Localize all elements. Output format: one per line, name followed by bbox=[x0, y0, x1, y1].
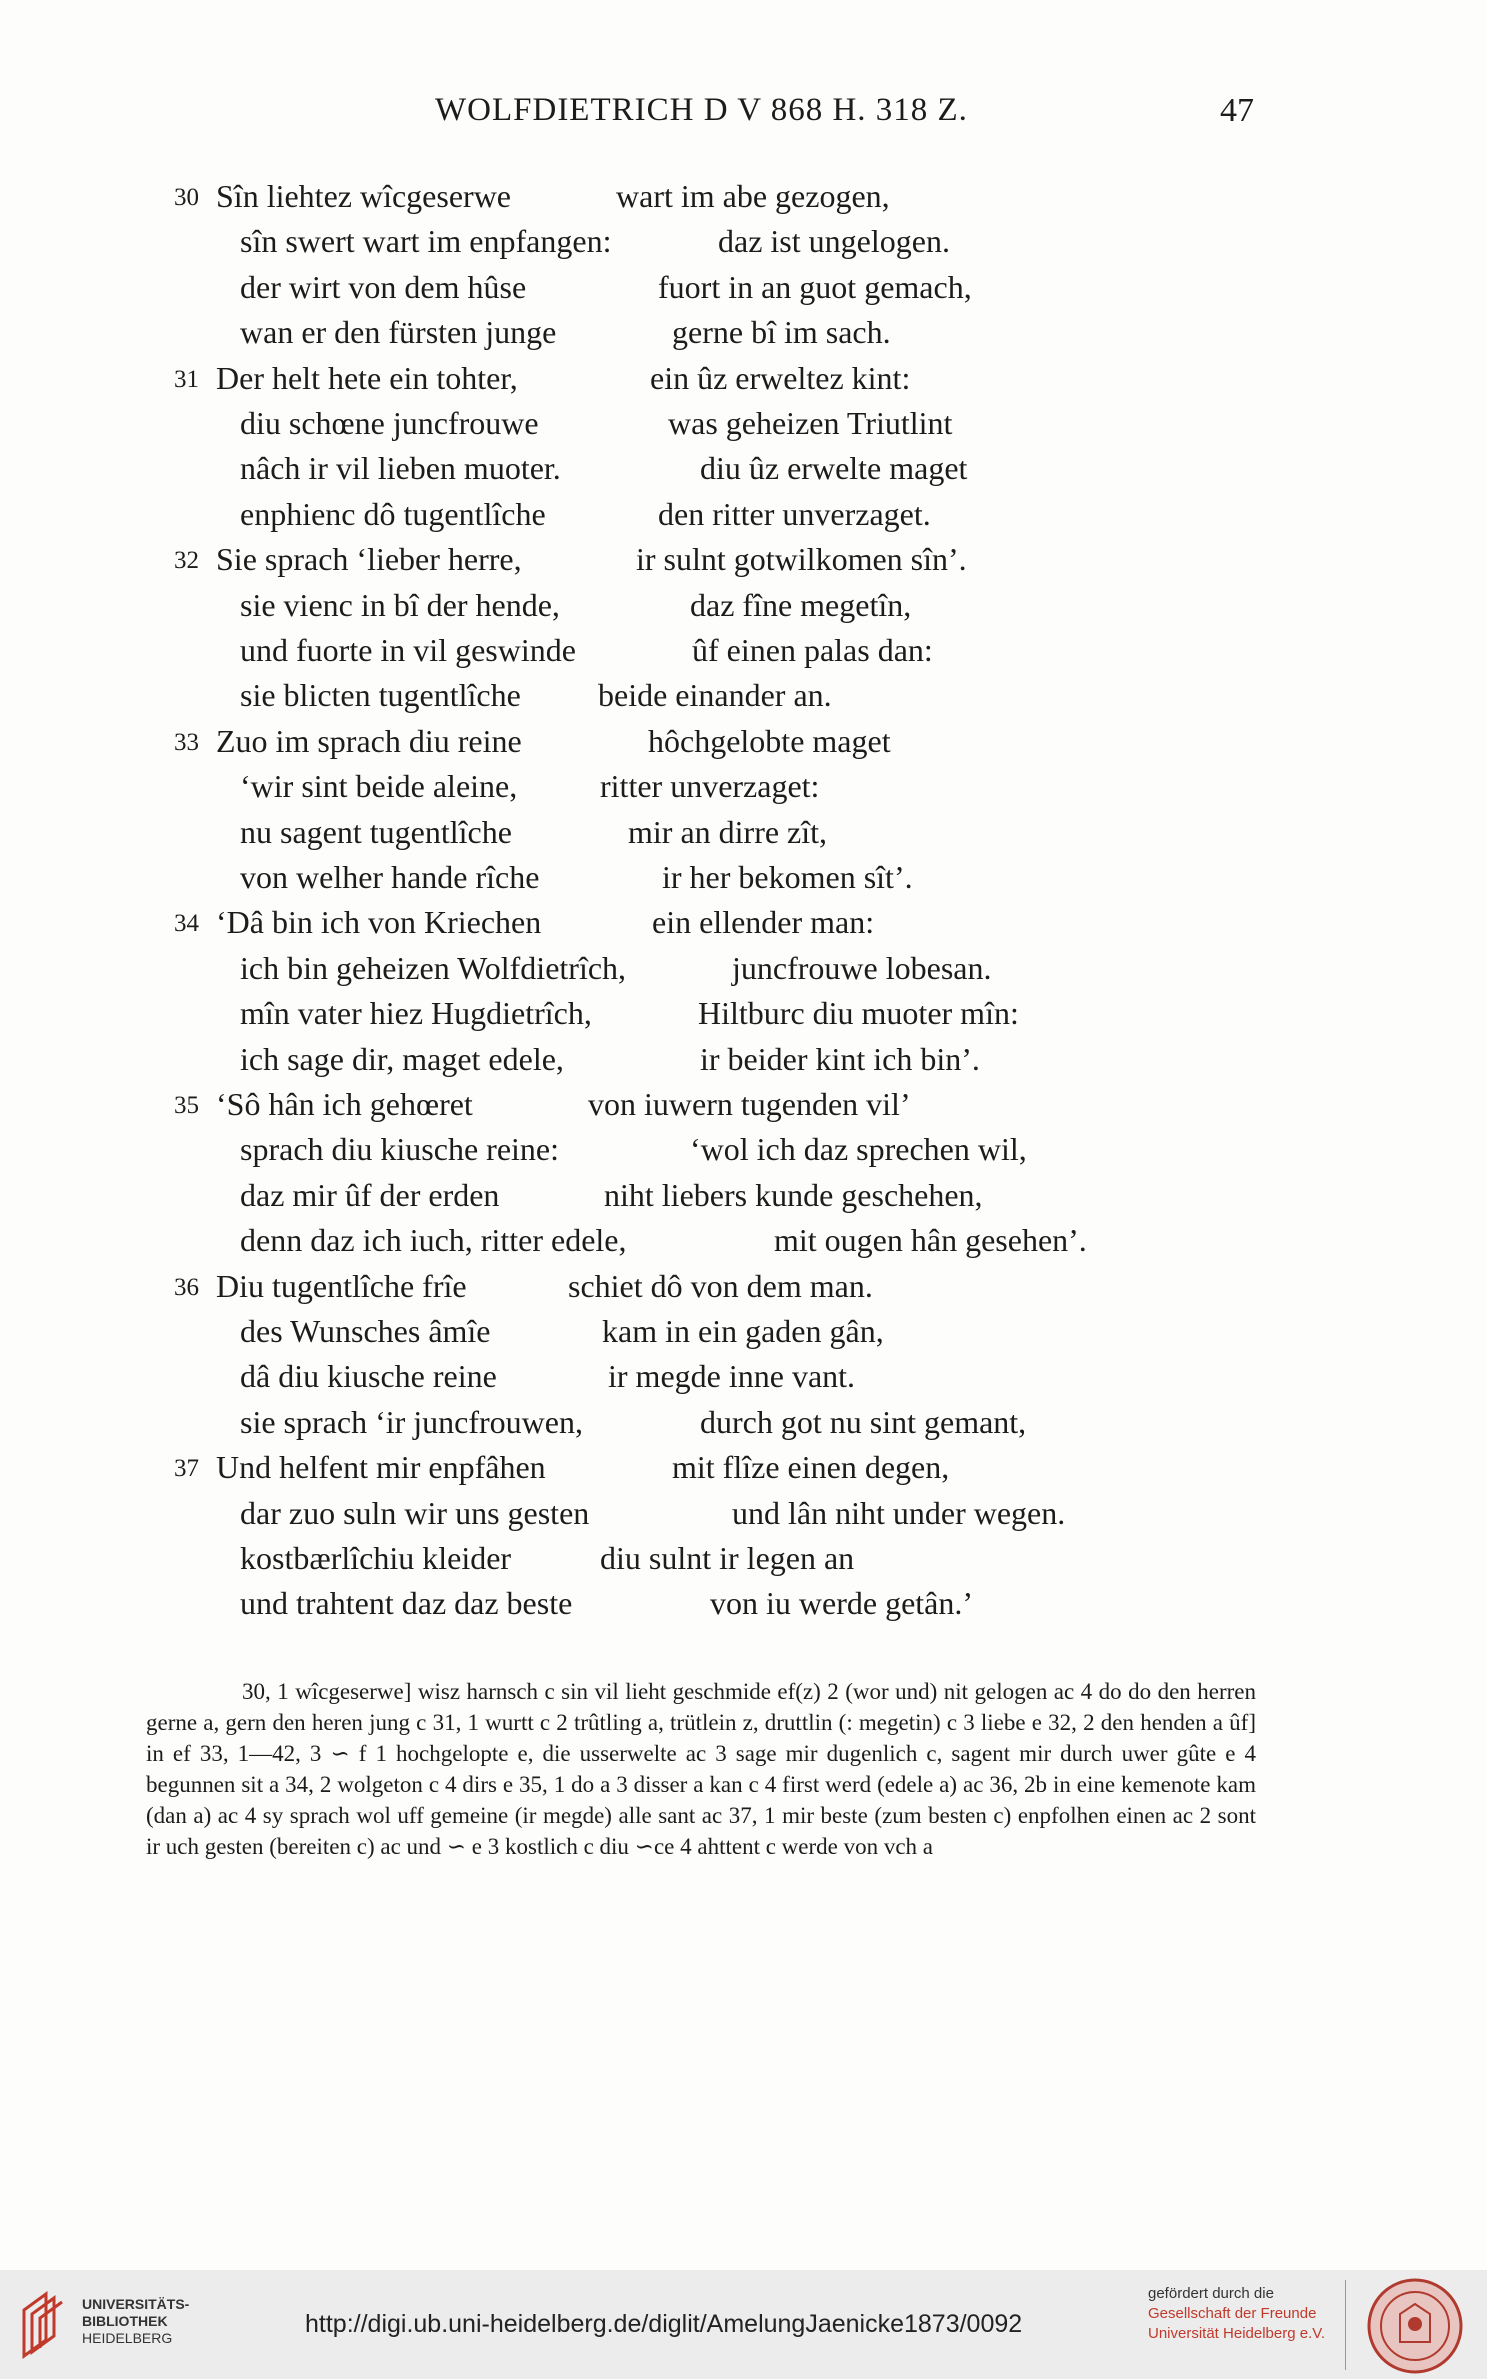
verse-second-half: den ritter unverzaget. bbox=[658, 495, 931, 532]
verse-line bbox=[0, 814, 1487, 859]
verse-second-half: fuort in an guot gemach, bbox=[658, 268, 972, 305]
verse-line bbox=[0, 1540, 1487, 1585]
verse-line bbox=[0, 223, 1487, 268]
verse-first-half: ‘wir sint beide aleine, bbox=[240, 768, 518, 805]
verse-second-half: ir sulnt gotwilkomen sîn’. bbox=[636, 541, 967, 578]
verse-first-half: kostbærlîchiu kleider bbox=[240, 1540, 512, 1576]
verse-second-half: schiet dô von dem man. bbox=[568, 1267, 873, 1304]
verse-first-half: daz mir ûf der erden bbox=[240, 1176, 500, 1213]
verse-line bbox=[0, 1449, 1487, 1494]
verse-line bbox=[0, 677, 1487, 722]
verse-first-half: sie vienc in bî der hende, bbox=[240, 586, 560, 623]
verse-line bbox=[0, 1495, 1487, 1540]
stanza-number: 31 bbox=[174, 365, 199, 393]
stanza-number: 30 bbox=[174, 184, 199, 211]
permalink-url[interactable]: http://digi.ub.uni-heidelberg.de/diglit/AmelungJaenicke1873/0092 bbox=[305, 2310, 1023, 2338]
verse-line bbox=[0, 269, 1487, 314]
stanza-number: 37 bbox=[174, 1455, 199, 1483]
verse-first-half: sîn swert wart im enpfangen: bbox=[240, 223, 612, 260]
stanza-number: 36 bbox=[174, 1273, 199, 1301]
verse-second-half: ûf einen palas dan: bbox=[692, 632, 933, 668]
verse-line bbox=[0, 859, 1487, 904]
verse-line bbox=[0, 450, 1487, 495]
verse-first-half: Sîn liehtez wîcgeserwe bbox=[216, 178, 511, 214]
footer-bar bbox=[0, 2270, 1487, 2379]
library-name-line: HEIDELBERG bbox=[82, 2330, 173, 2346]
verse-first-half: Und helfent mir enpfâhen bbox=[216, 1449, 546, 1486]
verse-first-half: ich bin geheizen Wolfdietrîch, bbox=[240, 949, 627, 986]
verse-line bbox=[0, 405, 1487, 450]
verse-second-half: ‘wol ich daz sprechen wil, bbox=[690, 1131, 1027, 1168]
verse-second-half: ritter unverzaget: bbox=[600, 768, 820, 805]
verse-line bbox=[0, 314, 1487, 359]
verse-first-half: sie blicten tugentlîche bbox=[240, 677, 521, 714]
library-name-line: BIBLIOTHEK bbox=[82, 2313, 168, 2329]
verse-first-half: dâ diu kiusche reine bbox=[240, 1358, 497, 1395]
verse-first-half: dar zuo suln wir uns gesten bbox=[240, 1494, 590, 1531]
verse-second-half: daz fîne megetîn, bbox=[690, 586, 912, 623]
funded-by-label: gefördert durch die bbox=[1148, 2285, 1274, 2302]
verse-second-half: und lân niht under wegen. bbox=[732, 1494, 1066, 1531]
stanza-number: 35 bbox=[174, 1092, 199, 1119]
stanza-number: 34 bbox=[174, 910, 199, 938]
verse-line bbox=[0, 995, 1487, 1040]
verse-line bbox=[0, 541, 1487, 586]
verse-second-half: mit ougen hân gesehen’. bbox=[774, 1222, 1087, 1259]
verse-first-half: ‘Dâ bin ich von Kriechen bbox=[216, 904, 542, 941]
verse-first-half: Diu tugentlîche frîe bbox=[216, 1267, 467, 1304]
verse-first-half: nu sagent tugentlîche bbox=[240, 813, 512, 850]
verse-second-half: diu sulnt ir legen an bbox=[600, 1540, 855, 1576]
verse-first-half: sie sprach ‘ir juncfrouwen, bbox=[240, 1403, 583, 1440]
verse-second-half: kam in ein gaden gân, bbox=[602, 1313, 884, 1349]
stanza-number: 33 bbox=[174, 728, 199, 756]
verse-line bbox=[0, 768, 1487, 813]
funding-credit bbox=[1148, 2284, 1338, 2344]
verse-second-half: ir her bekomen sît’. bbox=[662, 859, 913, 895]
verse-line bbox=[0, 1268, 1487, 1313]
verse-second-half: ir megde inne vant. bbox=[608, 1358, 856, 1395]
verse-first-half: denn daz ich iuch, ritter edele, bbox=[240, 1222, 627, 1259]
page-number: 47 bbox=[1220, 92, 1254, 129]
critical-apparatus bbox=[146, 1676, 1256, 1862]
verse-line bbox=[0, 587, 1487, 632]
library-logo-icon bbox=[16, 2288, 68, 2360]
verse-first-half: und fuorte in vil geswinde bbox=[240, 632, 576, 668]
verse-line bbox=[0, 632, 1487, 677]
verse-line bbox=[0, 1041, 1487, 1086]
verse-second-half: von iuwern tugenden vil’ bbox=[588, 1086, 911, 1122]
verse-line bbox=[0, 1222, 1487, 1267]
verse-first-half: nâch ir vil lieben muoter. bbox=[240, 450, 561, 487]
university-seal-icon bbox=[1360, 2276, 1470, 2376]
verse-line bbox=[0, 904, 1487, 949]
verse-second-half: ein ûz erweltez kint: bbox=[650, 359, 911, 396]
verse-first-half: enphienc dô tugentlîche bbox=[240, 495, 546, 532]
verse-second-half: mit flîze einen degen, bbox=[672, 1449, 950, 1486]
verse-second-half: durch got nu sint gemant, bbox=[700, 1403, 1027, 1440]
verse-first-half: sprach diu kiusche reine: bbox=[240, 1131, 559, 1168]
page-header bbox=[0, 92, 1487, 142]
verse-line bbox=[0, 360, 1487, 405]
verse-second-half: Hiltburc diu muoter mîn: bbox=[698, 995, 1019, 1032]
library-name bbox=[82, 2296, 189, 2347]
stanza-number: 32 bbox=[174, 547, 199, 575]
verse-line bbox=[0, 723, 1487, 768]
verse-line bbox=[0, 1585, 1487, 1630]
verse-first-half: wan er den fürsten junge bbox=[240, 314, 557, 351]
verse-second-half: wart im abe gezogen, bbox=[616, 178, 890, 214]
verse-line bbox=[0, 1086, 1487, 1131]
verse-line bbox=[0, 496, 1487, 541]
verse-second-half: hôchgelobte maget bbox=[648, 722, 891, 759]
apparatus-text: 30, 1 wîcgeserwe] wisz harnsch c sin vil lieht geschmide ef(z) 2 (wor und) nit gelogen ac 4 do do den herren gerne a, gern den heren jung c 31, 1 wurtt c 2 trûtling a, trütlein z, druttlin (: megetin) c 3 liebe e 32, 2 den henden a ûf] in ef 33, 1—42, 3 ∽ f 1 hochgelopte e, die usserwelte ac 3 sage mir dugenlich c, sagent mir durch uwer gûte e 4 begunnen sit a 34, 2 wolgeton c 4 dirs e 35, 1 do a 3 disser a kan c 4 first werd (edele a) ac 36, 2b in eine kemenote kam (dan a) ac 4 sy sprach wol uff gemeine (ir megde) alle sant ac 37, 1 mir beste (zum besten c) enpfolhen einen ac 2 sont ir uch gesten (bereiten c) ac und ∽ e 3 kostlich c diu ∽ce 4 ahttent c werde von vch a bbox=[146, 1679, 1256, 1859]
verse-second-half: juncfrouwe lobesan. bbox=[732, 949, 992, 986]
verse-second-half: ir beider kint ich bin’. bbox=[700, 1040, 980, 1077]
verse-first-half: und trahtent daz daz beste bbox=[240, 1585, 573, 1622]
verse-second-half: ein ellender man: bbox=[652, 904, 875, 941]
funder-name: Gesellschaft der Freunde bbox=[1148, 2305, 1317, 2322]
verse-second-half: beide einander an. bbox=[598, 677, 832, 714]
verse-line bbox=[0, 178, 1487, 223]
verse-line bbox=[0, 950, 1487, 995]
verse-line bbox=[0, 1358, 1487, 1403]
verse-first-half: der wirt von dem hûse bbox=[240, 268, 527, 305]
verse-line bbox=[0, 1313, 1487, 1358]
library-name-line: UNIVERSITÄTS- bbox=[82, 2296, 190, 2312]
verse-first-half: des Wunsches âmîe bbox=[240, 1313, 491, 1349]
verse-line bbox=[0, 1131, 1487, 1176]
verse-second-half: niht liebers kunde geschehen, bbox=[604, 1176, 983, 1213]
verse-second-half: daz ist ungelogen. bbox=[718, 223, 950, 260]
verse-second-half: von iu werde getân.’ bbox=[710, 1585, 974, 1622]
verse-second-half: mir an dirre zît, bbox=[628, 813, 828, 850]
verse-first-half: mîn vater hiez Hugdietrîch, bbox=[240, 995, 592, 1032]
verse-first-half: Sie sprach ‘lieber herre, bbox=[216, 541, 522, 578]
running-title: WOLFDIETRICH D V 868 H. 318 Z. bbox=[435, 92, 968, 128]
verse-first-half: ‘Sô hân ich gehœret bbox=[216, 1086, 473, 1122]
verse-line bbox=[0, 1177, 1487, 1222]
verse-first-half: Der helt hete ein tohter, bbox=[216, 359, 518, 396]
verse-line bbox=[0, 1404, 1487, 1449]
verse-second-half: diu ûz erwelte maget bbox=[700, 450, 968, 487]
verse-first-half: von welher hande rîche bbox=[240, 859, 540, 895]
funder-name: Universität Heidelberg e.V. bbox=[1148, 2325, 1326, 2342]
verse-second-half: was geheizen Triutlint bbox=[668, 405, 953, 441]
footer-divider bbox=[1345, 2280, 1346, 2370]
verse-first-half: ich sage dir, maget edele, bbox=[240, 1040, 564, 1077]
verse-first-half: diu schœne juncfrouwe bbox=[240, 405, 539, 441]
verse-first-half: Zuo im sprach diu reine bbox=[216, 722, 522, 759]
verse-second-half: gerne bî im sach. bbox=[672, 314, 891, 351]
